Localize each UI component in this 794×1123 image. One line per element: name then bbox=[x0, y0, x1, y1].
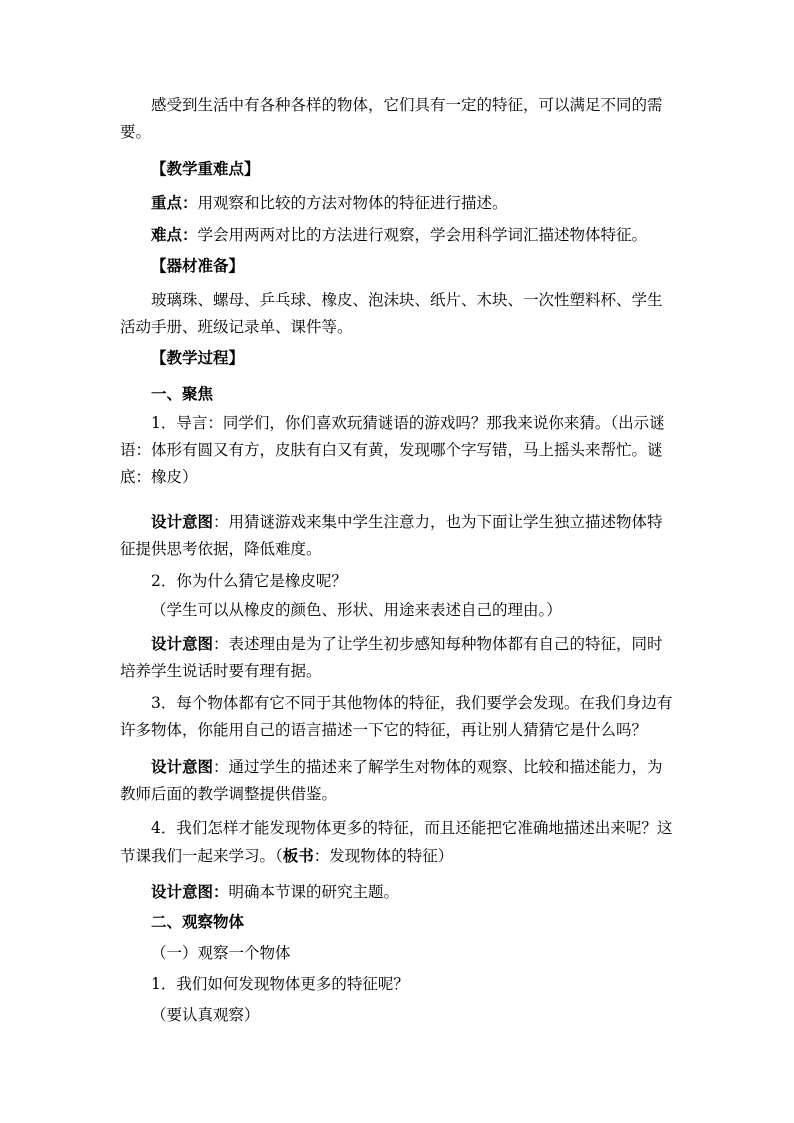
item-2-paragraph: 2．你为什么猜它是橡皮呢？ bbox=[151, 572, 347, 590]
section-2-title: 二、观察物体 bbox=[151, 912, 245, 931]
intent-3-label: 设计意图 bbox=[151, 757, 214, 776]
heading-materials: 【器材准备】 bbox=[151, 256, 245, 275]
intro-paragraph: 感受到生活中有各种各样的物体，它们具有一定的特征，可以满足不同的需要。 bbox=[120, 96, 663, 141]
heading-key-difficult-points: 【教学重难点】 bbox=[151, 159, 260, 178]
key-point-label: 重点： bbox=[151, 193, 198, 212]
key-point-paragraph bbox=[120, 189, 675, 217]
section-1-title: 一、聚焦 bbox=[151, 384, 214, 403]
intent-1-text: ：用猜谜游戏来集中学生注意力，也为下面让学生独立描述物体特征提供思考依据，降低难度。 bbox=[120, 513, 663, 558]
intent-2-label: 设计意图 bbox=[151, 634, 214, 653]
difficult-point-label: 难点： bbox=[151, 225, 198, 244]
intent-3-text: ：通过学生的描述来了解学生对物体的观察、比较和描述能力，为教师后面的教学调整提供借鉴。 bbox=[120, 758, 663, 803]
intent-1-label: 设计意图 bbox=[151, 512, 214, 531]
materials-paragraph: 玻璃珠、螺母、乒乓球、橡皮、泡沫块、纸片、木块、一次性塑料杯、学生活动手册、班级记录单、课件等。 bbox=[120, 291, 663, 336]
subsection-1-note: （要认真观察） bbox=[151, 1006, 260, 1024]
subsection-1-title: （一）观察一个物体 bbox=[151, 944, 291, 962]
item-1-paragraph: 1．导言：同学们，你们喜欢玩猜谜语的游戏吗？那我来说你来猜。（出示谜语：体形有圆又有方，皮肤有白又有黄，发现哪个字写错，马上摇头来帮忙。谜底：橡皮） bbox=[120, 414, 665, 486]
intent-3-paragraph bbox=[120, 753, 675, 808]
intent-1-paragraph bbox=[120, 508, 675, 563]
intent-2-paragraph bbox=[120, 630, 675, 685]
item-3-paragraph: 3．每个物体都有它不同于其他物体的特征，我们要学会发现。在我们身边有许多物体，你能用自己的语言描述一下它的特征，再让别人猜猜它是什么吗？ bbox=[120, 694, 673, 739]
item-4-board-text: ：发现物体的特征） bbox=[313, 847, 454, 865]
heading-teaching-process: 【教学过程】 bbox=[151, 348, 245, 367]
key-point-text: 用观察和比较的方法对物体的特征进行描述。 bbox=[197, 194, 508, 212]
intent-4-text: 明确本节课的研究主题。 bbox=[228, 883, 400, 901]
intent-4-label: 设计意图： bbox=[151, 882, 229, 901]
item-2-note: （学生可以从橡皮的颜色、形状、用途来表述自己的理由。） bbox=[151, 601, 562, 619]
item-4-board-label: 板书 bbox=[282, 846, 314, 865]
intent-4-paragraph bbox=[120, 878, 675, 906]
item-4-text: 4．我们怎样才能发现物体更多的特征，而且还能把它准确地描述出来呢？这节课我们一起来学习。（ bbox=[120, 819, 673, 865]
intent-2-text: ：表述理由是为了让学生初步感知每种物体都有自己的特征，同时培养学生说话时要有理有据。 bbox=[120, 635, 663, 680]
difficult-point-paragraph bbox=[120, 221, 675, 249]
difficult-point-text: 学会用两两对比的方法进行观察，学会用科学词汇描述物体特征。 bbox=[197, 226, 648, 244]
item-4-paragraph bbox=[120, 815, 675, 870]
subsection-1-item-1: 1．我们如何发现物体更多的特征呢？ bbox=[151, 975, 409, 993]
